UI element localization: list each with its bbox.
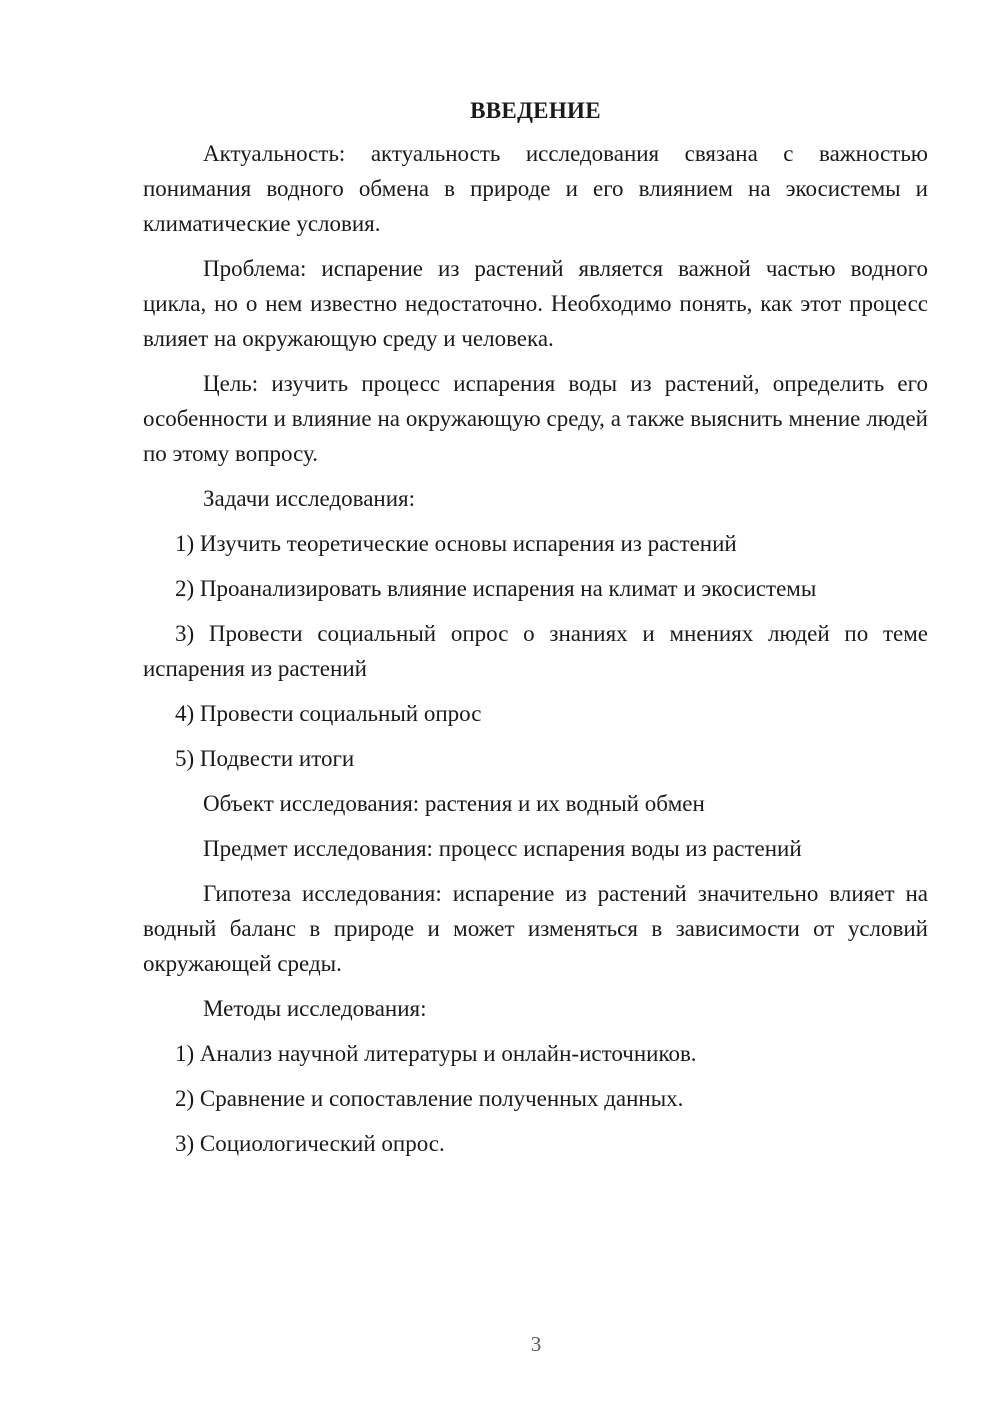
relevance-paragraph: Актуальность: актуальность исследования связана с важностью понимания водного обмена в природе и его влиянием на экосистемы и климатические условия. [143, 141, 928, 236]
method-item: 2) Сравнение и сопоставление полученных данных. [175, 1086, 684, 1111]
method-item: 1) Анализ научной литературы и онлайн-источников. [175, 1041, 697, 1066]
page-number: 3 [530, 1332, 542, 1356]
method-item: 3) Социологический опрос. [175, 1131, 445, 1156]
task-item: 3) Провести социальный опрос о знаниях и мнениях людей по теме испарения из растений [143, 621, 928, 681]
task-item: 4) Провести социальный опрос [175, 701, 482, 726]
problem-paragraph: Проблема: испарение из растений является важной частью водного цикла, но о нем известно недостаточно. Необходимо понять, как этот процесс влияет на окружающую среду и человека. [143, 256, 928, 351]
tasks-title: Задачи исследования: [203, 486, 416, 511]
object-paragraph: Объект исследования: растения и их водный обмен [203, 791, 705, 816]
task-item: 5) Подвести итоги [175, 746, 355, 771]
goal-paragraph: Цель: изучить процесс испарения воды из растений, определить его особенности и влияние на окружающую среду, а также выяснить мнение людей по этому вопросу. [143, 371, 928, 466]
section-heading: ВВЕДЕНИЕ [470, 98, 601, 123]
subject-paragraph: Предмет исследования: процесс испарения воды из растений [203, 836, 802, 861]
document-body [143, 96, 928, 1171]
hypothesis-paragraph: Гипотеза исследования: испарение из растений значительно влияет на водный баланс в природе и может изменяться в зависимости от условий окружающей среды. [143, 881, 928, 976]
task-item: 2) Проанализировать влияние испарения на климат и экосистемы [175, 576, 817, 601]
task-item: 1) Изучить теоретические основы испарения из растений [175, 531, 737, 556]
methods-title: Методы исследования: [203, 996, 427, 1021]
